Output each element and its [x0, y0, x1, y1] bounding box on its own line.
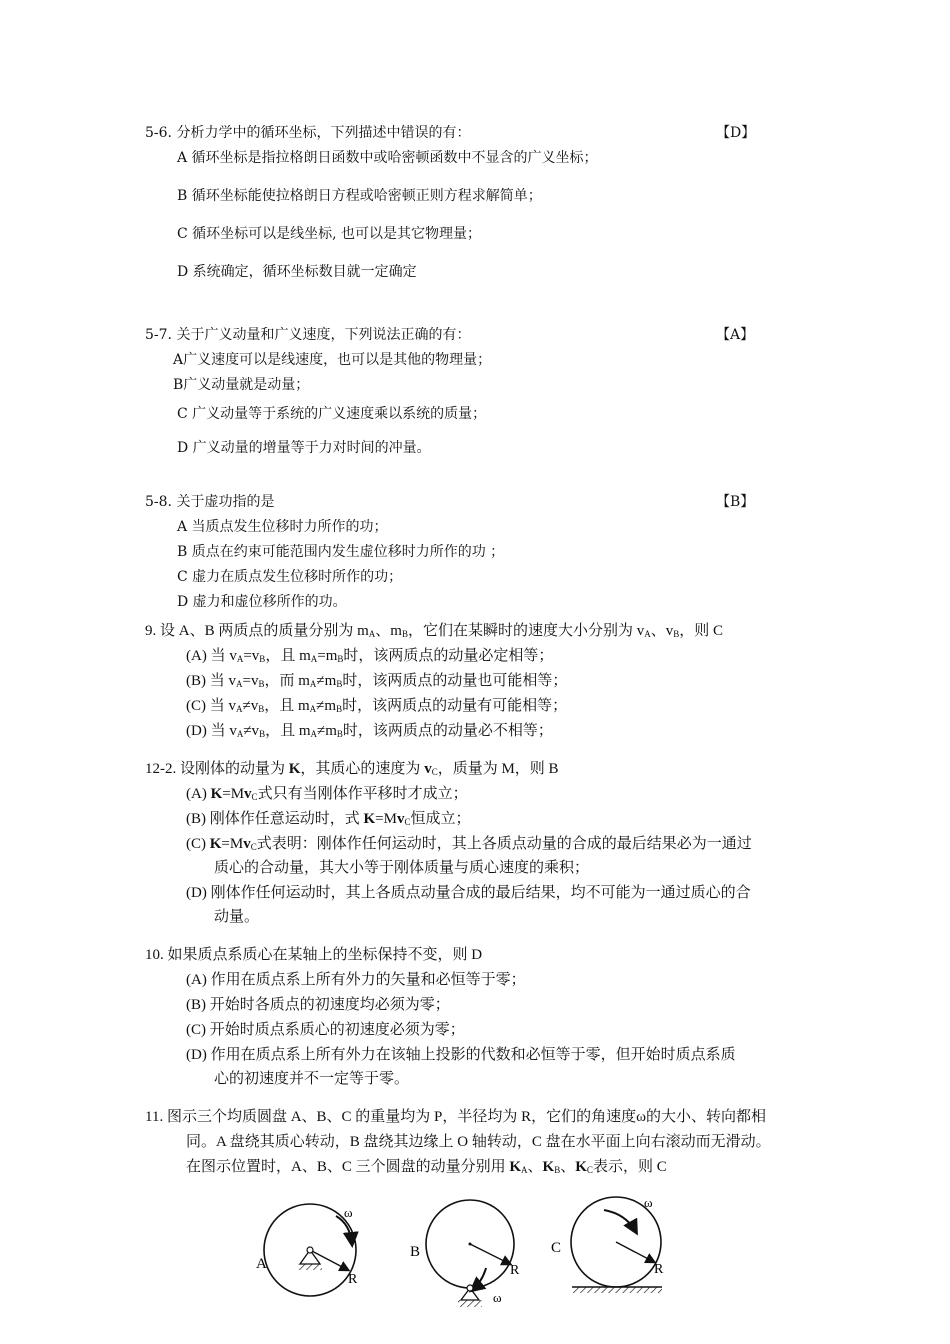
q56-option-b: B 循环坐标能使拉格朗日方程或哈密顿正则方程求解简单；	[177, 188, 542, 204]
q57-stem: 5-7. 关于广义动量和广义速度，下列说法正确的有：	[145, 327, 471, 343]
label-omega-a: ω	[344, 1205, 353, 1220]
label-r-a: R	[348, 1272, 358, 1287]
disc-b	[410, 1200, 520, 1307]
label-a: A	[256, 1256, 267, 1272]
disc-a	[256, 1204, 358, 1296]
q10-stem: 10. 如果质点系质心在某轴上的坐标保持不变，则 D	[145, 947, 483, 963]
q56-option-d: D 系统确定，循环坐标数目就一定确定	[177, 264, 417, 280]
label-r-c: R	[654, 1262, 664, 1277]
q11-stem-line1: 11. 图示三个均质圆盘 A、B、C 的重量均为 P，半径均为 R，它们的角速度ω的大小、转向都相	[145, 1109, 767, 1125]
q56-stem: 5-6. 分析力学中的循环坐标，下列描述中错误的有：	[145, 125, 471, 141]
q58-answer: 【B】	[716, 494, 755, 510]
q56-option-a: A 循环坐标是指拉格朗日函数中或哈密顿函数中不显含的广义坐标；	[177, 150, 598, 166]
q58-stem: 5-8. 关于虚功指的是	[145, 494, 275, 510]
disc-c	[551, 1195, 664, 1293]
q58-option-b: B 质点在约束可能范围内发生虚位移时力所作的功 ；	[177, 544, 505, 560]
q122-option-c-cont: 质心的合动量，其大小等于刚体质量与质心速度的乘积；	[214, 860, 590, 876]
q10-option-d: (D) 作用在质点系上所有外力在该轴上投影的代数和必恒等于零，但开始时质点系质	[186, 1047, 736, 1063]
q9-option-d: (D) 当 $v_A\ne v_B$，且 $m_A\ne m_B$时，该两质点的动量必不相等；	[186, 723, 553, 739]
q10-option-c: (C) 开始时质点系质心的初速度必须为零；	[186, 1022, 465, 1038]
q11-stem-line2: 同。A 盘绕其质心转动，B 盘绕其边缘上 O 轴转动，C 盘在水平面上向右滚动而无滑动。	[186, 1134, 771, 1150]
label-omega-c: ω	[644, 1195, 653, 1210]
q58-option-a: A 当质点发生位移时力所作的功；	[177, 519, 388, 535]
label-r-b: R	[510, 1263, 520, 1278]
q122-option-b: (B) 刚体作任意运动时，式 $K=Mv_C$恒成立；	[186, 811, 471, 827]
q9-option-a: (A) 当 $v_A=v_B$，且 $m_A=m_B$时，该两质点的动量必定相等；	[186, 648, 554, 664]
q56-option-c: C 循环坐标可以是线坐标, 也可以是其它物理量；	[177, 226, 482, 242]
q56-answer: 【D】	[716, 125, 756, 141]
label-omega-b: ω	[493, 1290, 502, 1305]
q57-answer: 【A】	[716, 327, 755, 343]
q9-option-c: (C) 当 $v_A\ne v_B$，且 $m_A\ne m_B$时，该两质点的动量有可能相等；	[186, 698, 568, 714]
q122-option-a: (A) $K=Mv_C$式只有当刚体作平移时才成立；	[186, 786, 468, 802]
q9-stem: 9. 设 A、B 两质点的质量分别为 $m_A$、$m_B$，它们在某瞬时的速度大小分别为 $v_A$、$v_B$，则 C	[145, 623, 724, 639]
label-b: B	[410, 1244, 421, 1260]
q58-option-d: D 虚力和虚位移所作的功。	[177, 594, 347, 610]
q10-option-b: (B) 开始时各质点的初速度均必须为零；	[186, 997, 450, 1013]
disc-figure	[0, 1194, 950, 1344]
q122-option-d-cont: 动量。	[214, 909, 260, 925]
q10-option-a: (A) 作用在质点系上所有外力的矢量和必恒等于零；	[186, 972, 526, 988]
label-c: C	[551, 1240, 562, 1256]
q57-option-a: A广义速度可以是线速度，也可以是其他的物理量；	[173, 352, 492, 368]
q11-stem-line3: 在图示位置时，A、B、C 三个圆盘的动量分别用 $K_A$、$K_B$、$K_C$表示，则 C	[186, 1159, 667, 1175]
q122-option-d: (D) 刚体作任何运动时，其上各质点动量合成的最后结果，均不可能为一通过质心的合	[186, 885, 751, 901]
q57-option-d: D 广义动量的增量等于力对时间的冲量。	[177, 440, 431, 456]
q57-option-b: B广义动量就是动量；	[173, 377, 310, 393]
q122-option-c: (C) $K=Mv_C$式表明：刚体作任何运动时，其上各质点动量的合成的最后结果必为一通过	[186, 836, 752, 852]
q57-option-c: C 广义动量等于系统的广义速度乘以系统的质量；	[177, 406, 487, 422]
q58-option-c: C 虚力在质点发生位移时所作的功；	[177, 569, 403, 585]
q10-option-d-cont: 心的初速度并不一定等于零。	[214, 1071, 410, 1087]
q9-option-b: (B) 当 $v_A=v_B$，而 $m_A\ne m_B$时，该两质点的动量也可能相等；	[186, 673, 568, 689]
q122-stem: 12-2. 设刚体的动量为 K，其质心的速度为 $v_C$，质量为 M，则 B	[145, 761, 559, 777]
